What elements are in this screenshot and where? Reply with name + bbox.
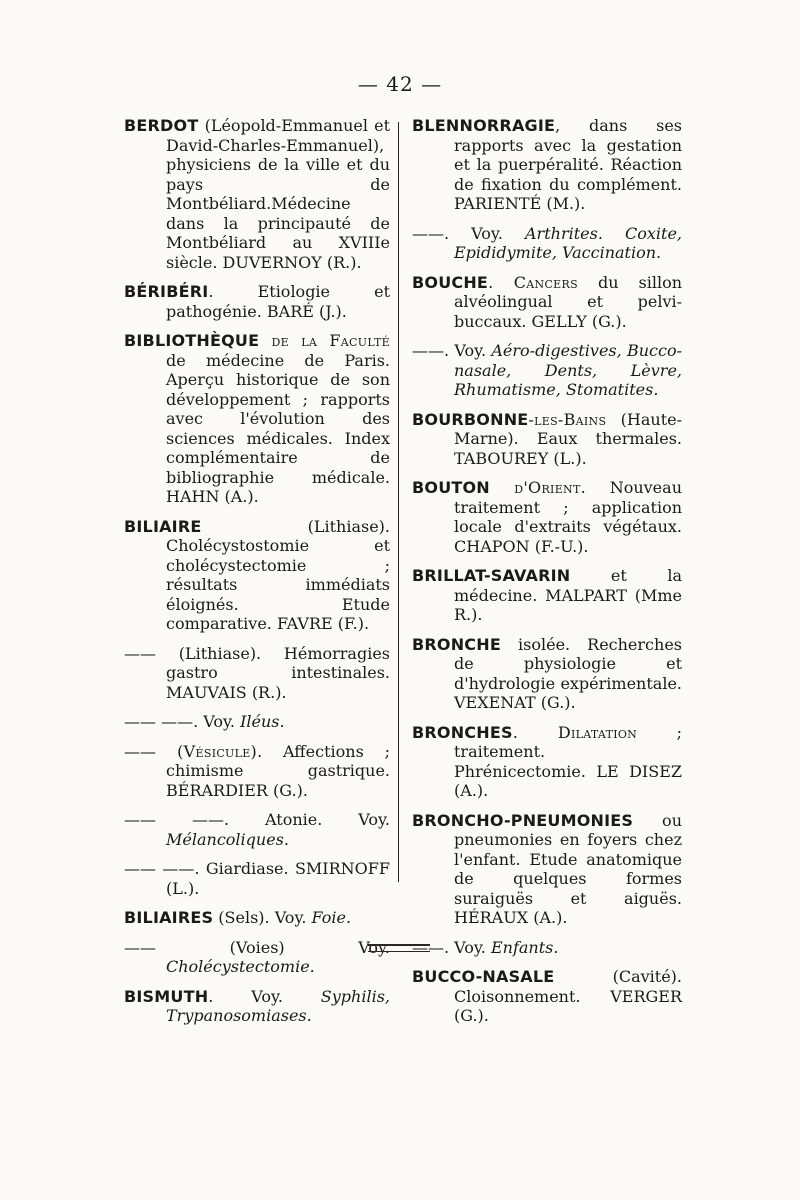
index-entry: BRONCHO-PNEUMONIES ou pneumonies en foyers chez l'enfant. Etude anatomique de quelques formes suraiguës et aiguës. HÉRAUX (A.). bbox=[412, 810, 682, 927]
index-entry: BUCCO-NASALE (Cavité). Cloisonnement. VERGER (G.). bbox=[412, 967, 682, 1025]
end-ornament bbox=[368, 944, 430, 952]
index-entry: BOUTON d'Orient. Nouveau traitement ; application locale d'extraits végétaux. CHAPON (F.-U.). bbox=[412, 478, 682, 556]
index-entry: BILIAIRE (Lithiase). Cholécystostomie et cholécystectomie ; résultats immédiats éloignés. Etude comparative. FAVRE (F.). bbox=[124, 516, 390, 633]
index-entry: BÉRIBÉRI. Etiologie et pathogénie. BARÉ (J.). bbox=[124, 282, 390, 321]
column-divider bbox=[398, 122, 399, 882]
index-entry: —— (Vésicule). Affections ; chimisme gastrique. BÉRARDIER (G.). bbox=[124, 741, 391, 800]
index-entry: BERDOT (Léopold-Emmanuel et David-Charles-Emmanuel), physiciens de la ville et du pays de Montbéliard.Médecine dans la principauté de Montbéliard au XVIIIe siècle. DUVERNOY (R.). bbox=[124, 116, 390, 272]
right-column bbox=[412, 116, 682, 1036]
index-entry: BIBLIOTHÈQUE de la Faculté de médecine de Paris. Aperçu historique de son développement ; rapports avec l'évolution des sciences médicales. Index complémentaire de bibliographie médicale. HAHN (A.). bbox=[124, 331, 390, 506]
index-entry: —— ——. Atonie. Voy. Mélancoliques. bbox=[124, 810, 390, 849]
index-entry: —— (Lithiase). Hémorragies gastro intestinales. MAUVAIS (R.). bbox=[124, 643, 390, 702]
index-entry: BLENNORRAGIE, dans ses rapports avec la gestation et la puerpéralité. Réaction de fixation du complément. PARIENTÉ (M.). bbox=[412, 116, 682, 213]
index-entry: BISMUTH. Voy. Syphilis, Trypanosomiases. bbox=[124, 986, 390, 1025]
index-entry: ——. Voy. Aéro-digestives, Bucco-nasale, Dents, Lèvre, Rhumatisme, Stomatites. bbox=[412, 341, 682, 399]
index-entry: BRILLAT-SAVARIN et la médecine. MALPART (Mme R.). bbox=[412, 566, 682, 624]
index-entry: BRONCHES. Dilatation ; traitement. Phrénicectomie. LE DISEZ (A.). bbox=[412, 722, 682, 800]
index-entry: BOUCHE. Cancers du sillon alvéolingual et pelvi-buccaux. GELLY (G.). bbox=[412, 272, 682, 331]
left-column bbox=[124, 116, 390, 1036]
index-entry: ——. Voy. Arthrites. Coxite, Epididymite, Vaccination. bbox=[412, 223, 682, 262]
index-entry: ——. Voy. Enfants. bbox=[412, 937, 559, 957]
index-entry: —— ——. Giardiase. SMIRNOFF (L.). bbox=[124, 859, 390, 898]
index-entry: BOURBONNE-les-Bains (Haute-Marne). Eaux thermales. TABOUREY (L.). bbox=[412, 409, 682, 468]
page-number: — 42 — bbox=[357, 72, 443, 96]
index-entry: —— ——. Voy. Iléus. bbox=[124, 712, 285, 731]
index-entry: BRONCHE isolée. Recherches de physiologie et d'hydrologie expérimentale. VEXENAT (G.). bbox=[412, 634, 682, 712]
index-entry: BILIAIRES (Sels). Voy. Foie. bbox=[124, 908, 352, 927]
index-entry: —— (Voies) Voy. Cholécystectomie. bbox=[124, 937, 390, 976]
